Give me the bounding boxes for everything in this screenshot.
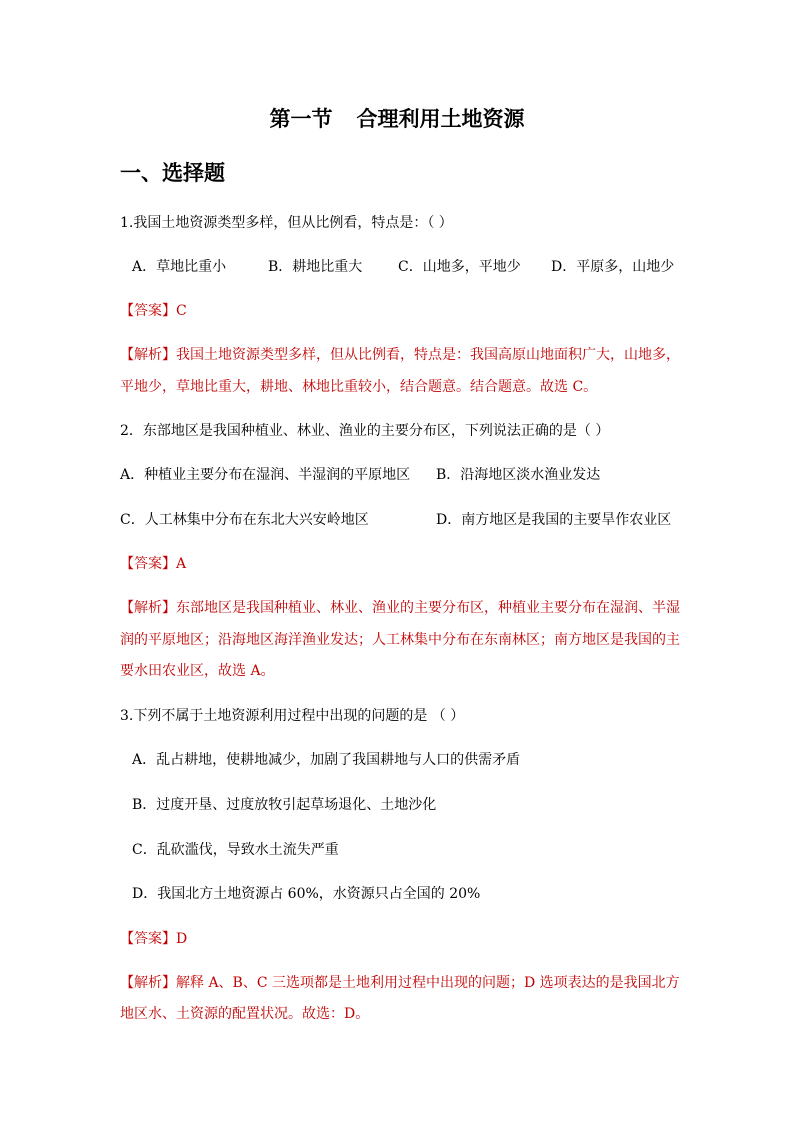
question-2-stem: 2．东部地区是我国种植业、林业、渔业的主要分布区，下列说法正确的是（ ） — [120, 423, 610, 439]
question-2-analysis-line-2: 润的平原地区；沿海地区海洋渔业发达；人工林集中分布在东南林区；南方地区是我国的主 — [120, 632, 680, 648]
question-1-stem: 1.我国土地资源类型多样，但从比例看，特点是：（ ） — [120, 215, 453, 231]
question-3-analysis-line-1: 【解析】解释 A、B、C 三选项都是土地利用过程中出现的问题；D 选项表达的是我国北方 — [120, 975, 680, 991]
question-1-analysis-line-1: 【解析】我国土地资源类型多样，但从比例看，特点是：我国高原山地面积广大，山地多， — [120, 347, 680, 363]
section-heading: 一、选择题 — [120, 160, 225, 185]
question-3-answer: 【答案】D — [120, 931, 188, 947]
title-topic: 合理利用土地资源 — [356, 106, 525, 131]
question-3-option-b: B．过度开垦、过度放牧引起草场退化、土地沙化 — [132, 797, 437, 813]
question-1-option-b: B．耕地比重大 — [268, 259, 363, 275]
question-2-option-c: C．人工林集中分布在东北大兴安岭地区 — [120, 512, 369, 528]
page-title — [0, 104, 794, 134]
question-3-analysis-line-2: 地区水、土资源的配置状况。故选：D。 — [120, 1006, 370, 1022]
question-3-option-a: A．乱占耕地，使耕地减少，加剧了我国耕地与人口的供需矛盾 — [132, 752, 521, 768]
question-1-option-c: C．山地多，平地少 — [398, 259, 521, 275]
question-1-analysis-line-2: 平地少，草地比重大，耕地、林地比重较小，结合题意。结合题意。故选 C。 — [120, 379, 598, 395]
question-2-option-d: D．南方地区是我国的主要旱作农业区 — [436, 512, 672, 528]
question-2-option-a: A．种植业主要分布在湿润、半湿润的平原地区 — [120, 467, 411, 483]
question-2-option-b: B．沿海地区淡水渔业发达 — [436, 467, 601, 483]
question-2-analysis-line-1: 【解析】东部地区是我国种植业、林业、渔业的主要分布区，种植业主要分布在湿润、半湿 — [120, 600, 680, 616]
title-section-number: 第一节 — [269, 106, 333, 131]
question-3-option-d: D．我国北方土地资源占 60%，水资源只占全国的 20% — [132, 886, 481, 902]
question-1-answer: 【答案】C — [120, 303, 187, 319]
question-1-option-a: A．草地比重小 — [132, 259, 227, 275]
question-3-stem: 3.下列不属于土地资源利用过程中出现的问题的是 （ ） — [120, 708, 465, 724]
question-3-option-c: C．乱砍滥伐，导致水土流失严重 — [132, 842, 339, 858]
question-2-analysis-line-3: 要水田农业区，故选 A。 — [120, 663, 275, 679]
question-2-answer: 【答案】A — [120, 556, 187, 572]
question-1-option-d: D．平原多，山地少 — [551, 259, 675, 275]
